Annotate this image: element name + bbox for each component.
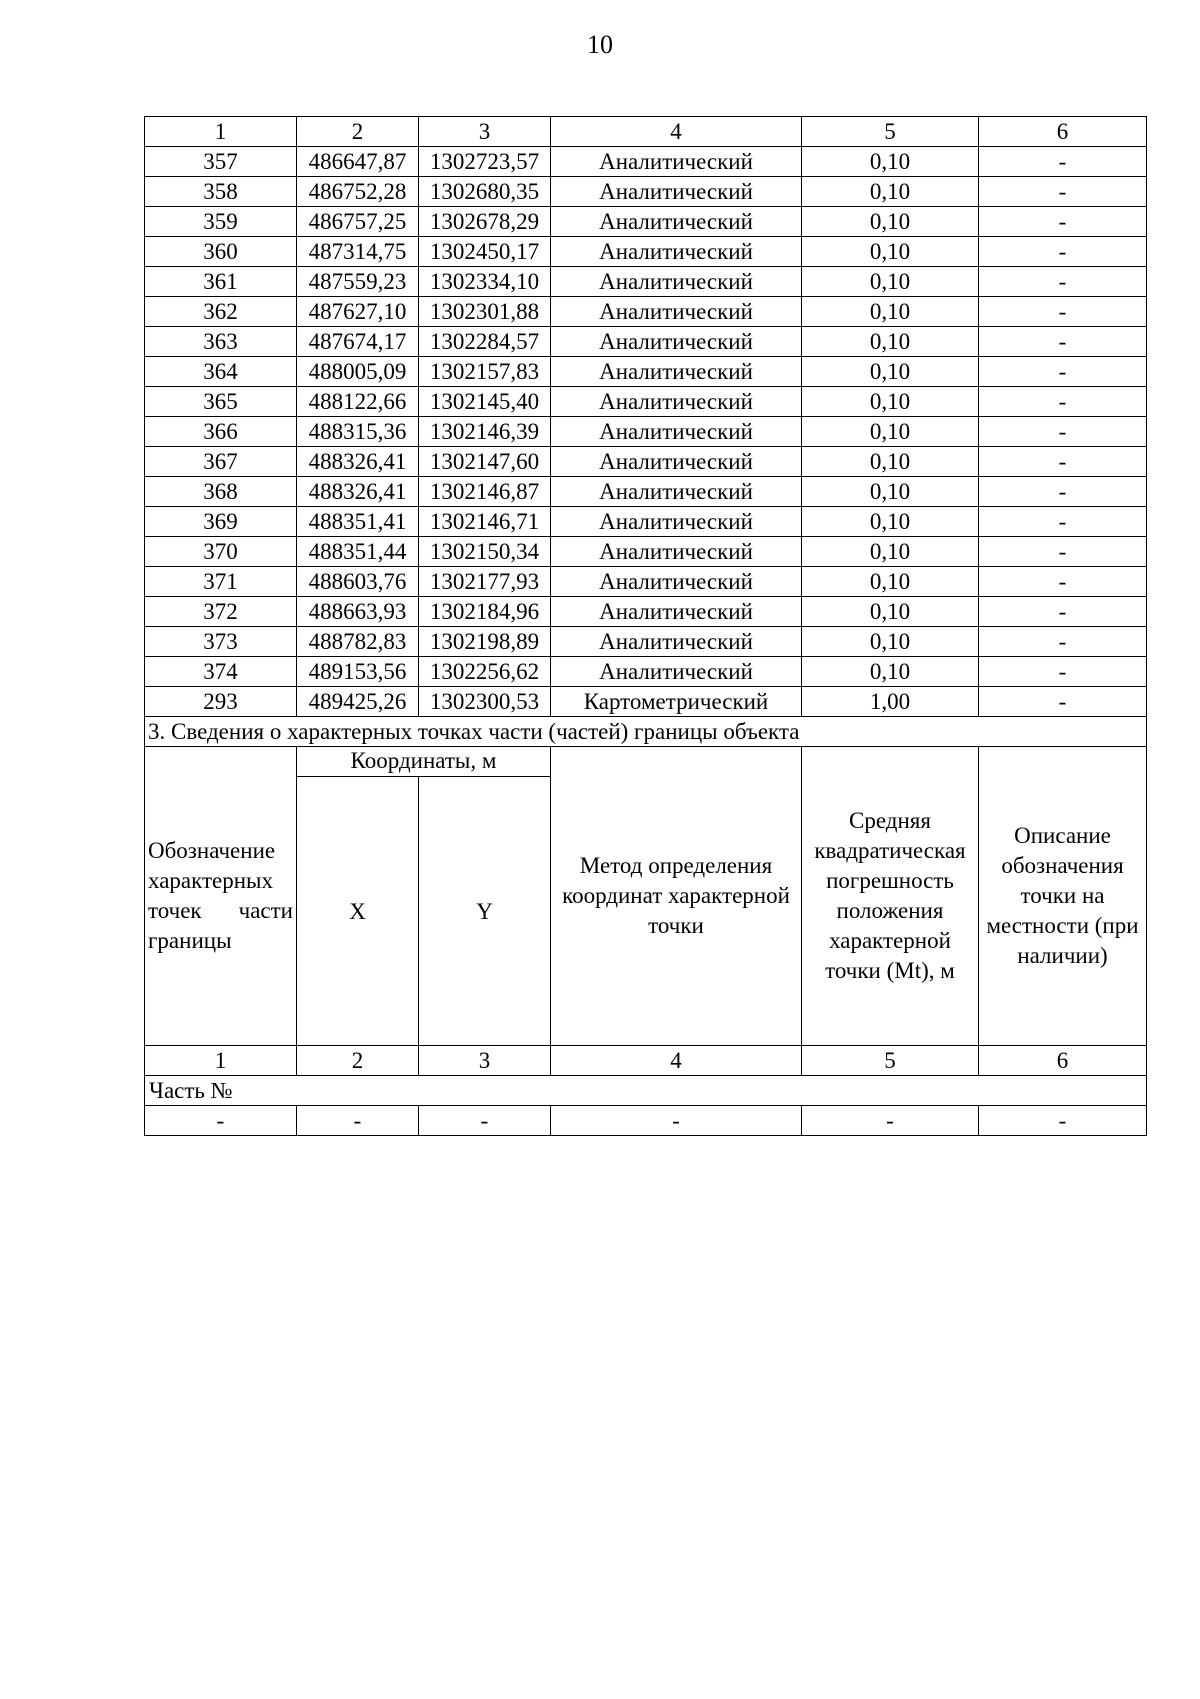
table-row xyxy=(145,237,1147,267)
table-row xyxy=(145,627,1147,657)
description-cell: - xyxy=(979,537,1147,567)
x-coordinate-cell: 487559,23 xyxy=(297,267,419,297)
table-row xyxy=(145,297,1147,327)
y-coordinate-cell: 1302198,89 xyxy=(419,627,551,657)
point-id-cell: 374 xyxy=(145,657,297,687)
mt-cell: 0,10 xyxy=(802,567,979,597)
designation-header xyxy=(145,747,297,1046)
table-row xyxy=(145,207,1147,237)
mt-cell: 0,10 xyxy=(802,357,979,387)
table-row xyxy=(145,507,1147,537)
x-coordinate-cell: 487674,17 xyxy=(297,327,419,357)
mt-cell: 0,10 xyxy=(802,387,979,417)
method-cell: Аналитический xyxy=(551,357,802,387)
mt-cell: 0,10 xyxy=(802,597,979,627)
empty-cell: - xyxy=(551,1106,802,1136)
point-id-cell: 369 xyxy=(145,507,297,537)
point-id-cell: 372 xyxy=(145,597,297,627)
method-cell: Аналитический xyxy=(551,237,802,267)
point-id-cell: 371 xyxy=(145,567,297,597)
y-coordinate-cell: 1302284,57 xyxy=(419,327,551,357)
mt-cell: 0,10 xyxy=(802,267,979,297)
x-coordinate-cell: 486752,28 xyxy=(297,177,419,207)
point-id-cell: 365 xyxy=(145,387,297,417)
description-cell: - xyxy=(979,147,1147,177)
column-number: 3 xyxy=(419,117,551,147)
x-coordinate-cell: 488351,44 xyxy=(297,537,419,567)
description-cell: - xyxy=(979,687,1147,717)
column-number: 6 xyxy=(979,117,1147,147)
y-header: Y xyxy=(419,777,551,1046)
description-cell: - xyxy=(979,357,1147,387)
table-row xyxy=(145,357,1147,387)
empty-cell: - xyxy=(419,1106,551,1136)
empty-cell: - xyxy=(145,1106,297,1136)
description-header: Описание обозначения точки на местности (при наличии) xyxy=(979,747,1147,1046)
y-coordinate-cell: 1302157,83 xyxy=(419,357,551,387)
description-cell: - xyxy=(979,327,1147,357)
points-table-body xyxy=(145,117,1147,717)
description-cell: - xyxy=(979,297,1147,327)
y-coordinate-cell: 1302184,96 xyxy=(419,597,551,627)
description-cell: - xyxy=(979,207,1147,237)
mt-cell: 0,10 xyxy=(802,237,979,267)
y-coordinate-cell: 1302723,57 xyxy=(419,147,551,177)
y-coordinate-cell: 1302256,62 xyxy=(419,657,551,687)
method-cell: Аналитический xyxy=(551,507,802,537)
point-id-cell: 360 xyxy=(145,237,297,267)
mt-cell: 0,10 xyxy=(802,417,979,447)
table-row xyxy=(145,267,1147,297)
y-coordinate-cell: 1302177,93 xyxy=(419,567,551,597)
coordinates-group-header: Координаты, м xyxy=(297,747,551,777)
mt-cell: 0,10 xyxy=(802,477,979,507)
mt-cell: 0,10 xyxy=(802,627,979,657)
part-label: Часть № xyxy=(145,1076,1147,1106)
mt-cell: 0,10 xyxy=(802,207,979,237)
x-coordinate-cell: 488663,93 xyxy=(297,597,419,627)
method-cell: Аналитический xyxy=(551,297,802,327)
column-number: 6 xyxy=(979,1046,1147,1076)
column-number: 3 xyxy=(419,1046,551,1076)
x-coordinate-cell: 488326,41 xyxy=(297,447,419,477)
description-cell: - xyxy=(979,417,1147,447)
point-id-cell: 368 xyxy=(145,477,297,507)
x-coordinate-cell: 487627,10 xyxy=(297,297,419,327)
point-id-cell: 373 xyxy=(145,627,297,657)
point-id-cell: 363 xyxy=(145,327,297,357)
point-id-cell: 366 xyxy=(145,417,297,447)
description-cell: - xyxy=(979,267,1147,297)
point-id-cell: 357 xyxy=(145,147,297,177)
page-number: 10 xyxy=(587,30,613,59)
y-coordinate-cell: 1302146,71 xyxy=(419,507,551,537)
coordinates-table xyxy=(144,116,1147,1136)
column-number: 4 xyxy=(551,1046,802,1076)
x-coordinate-cell: 486757,25 xyxy=(297,207,419,237)
x-coordinate-cell: 488005,09 xyxy=(297,357,419,387)
description-cell: - xyxy=(979,237,1147,267)
point-id-cell: 358 xyxy=(145,177,297,207)
x-coordinate-cell: 488326,41 xyxy=(297,477,419,507)
x-coordinate-cell: 488315,36 xyxy=(297,417,419,447)
table-row xyxy=(145,447,1147,477)
y-coordinate-cell: 1302145,40 xyxy=(419,387,551,417)
x-coordinate-cell: 489425,26 xyxy=(297,687,419,717)
method-cell: Аналитический xyxy=(551,447,802,477)
column-number: 5 xyxy=(802,117,979,147)
y-coordinate-cell: 1302301,88 xyxy=(419,297,551,327)
x-coordinate-cell: 488122,66 xyxy=(297,387,419,417)
x-coordinate-cell: 488782,83 xyxy=(297,627,419,657)
table-row xyxy=(145,327,1147,357)
y-coordinate-cell: 1302146,87 xyxy=(419,477,551,507)
x-coordinate-cell: 488603,76 xyxy=(297,567,419,597)
x-coordinate-cell: 488351,41 xyxy=(297,507,419,537)
column-number-row xyxy=(145,117,1147,147)
y-coordinate-cell: 1302146,39 xyxy=(419,417,551,447)
table-row xyxy=(145,567,1147,597)
y-coordinate-cell: 1302680,35 xyxy=(419,177,551,207)
section-column-number-row xyxy=(145,1046,1147,1076)
method-cell: Аналитический xyxy=(551,417,802,447)
method-cell: Аналитический xyxy=(551,477,802,507)
method-cell: Аналитический xyxy=(551,387,802,417)
x-coordinate-cell: 487314,75 xyxy=(297,237,419,267)
column-number: 2 xyxy=(297,1046,419,1076)
point-id-cell: 359 xyxy=(145,207,297,237)
table-row xyxy=(145,687,1147,717)
column-number: 2 xyxy=(297,117,419,147)
mt-cell: 0,10 xyxy=(802,147,979,177)
section-title: 3. Сведения о характерных точках части (частей) границы объекта xyxy=(145,717,1147,747)
mt-cell: 1,00 xyxy=(802,687,979,717)
method-cell: Аналитический xyxy=(551,537,802,567)
y-coordinate-cell: 1302150,34 xyxy=(419,537,551,567)
point-id-cell: 293 xyxy=(145,687,297,717)
x-header: X xyxy=(297,777,419,1046)
empty-cell: - xyxy=(979,1106,1147,1136)
point-id-cell: 362 xyxy=(145,297,297,327)
description-cell: - xyxy=(979,657,1147,687)
table-row xyxy=(145,597,1147,627)
method-cell: Аналитический xyxy=(551,657,802,687)
designation-spread-line xyxy=(148,896,293,926)
description-cell: - xyxy=(979,447,1147,477)
column-number: 1 xyxy=(145,117,297,147)
method-cell: Аналитический xyxy=(551,207,802,237)
method-cell: Аналитический xyxy=(551,597,802,627)
point-id-cell: 370 xyxy=(145,537,297,567)
empty-cell: - xyxy=(297,1106,419,1136)
section-header-row xyxy=(145,747,1147,777)
method-cell: Аналитический xyxy=(551,567,802,597)
description-cell: - xyxy=(979,597,1147,627)
section-title-row xyxy=(145,717,1147,747)
table-row xyxy=(145,177,1147,207)
method-cell: Аналитический xyxy=(551,177,802,207)
mt-cell: 0,10 xyxy=(802,447,979,477)
empty-cell: - xyxy=(802,1106,979,1136)
mt-cell: 0,10 xyxy=(802,297,979,327)
part-label-row xyxy=(145,1076,1147,1106)
designation-word: точек xyxy=(148,898,202,923)
table-row xyxy=(145,387,1147,417)
point-id-cell: 367 xyxy=(145,447,297,477)
table-row xyxy=(145,537,1147,567)
designation-line: характерных xyxy=(148,868,274,893)
table-row xyxy=(145,417,1147,447)
mt-cell: 0,10 xyxy=(802,177,979,207)
section-3 xyxy=(145,717,1147,1136)
method-cell: Аналитический xyxy=(551,267,802,297)
method-cell: Аналитический xyxy=(551,627,802,657)
y-coordinate-cell: 1302450,17 xyxy=(419,237,551,267)
designation-word: части xyxy=(238,898,293,923)
x-coordinate-cell: 489153,56 xyxy=(297,657,419,687)
y-coordinate-cell: 1302147,60 xyxy=(419,447,551,477)
point-id-cell: 361 xyxy=(145,267,297,297)
description-cell: - xyxy=(979,387,1147,417)
description-cell: - xyxy=(979,567,1147,597)
table-row xyxy=(145,657,1147,687)
mt-cell: 0,10 xyxy=(802,537,979,567)
description-cell: - xyxy=(979,477,1147,507)
mt-cell: 0,10 xyxy=(802,507,979,537)
description-cell: - xyxy=(979,177,1147,207)
column-number: 4 xyxy=(551,117,802,147)
column-number: 1 xyxy=(145,1046,297,1076)
y-coordinate-cell: 1302678,29 xyxy=(419,207,551,237)
method-cell: Аналитический xyxy=(551,147,802,177)
method-cell: Картометрический xyxy=(551,687,802,717)
point-id-cell: 364 xyxy=(145,357,297,387)
description-cell: - xyxy=(979,627,1147,657)
method-header: Метод определения координат характерной точки xyxy=(551,747,802,1046)
mt-cell: 0,10 xyxy=(802,327,979,357)
y-coordinate-cell: 1302300,53 xyxy=(419,687,551,717)
mt-header: Средняя квадратическая погрешность положения характерной точки (Mt), м xyxy=(802,747,979,1046)
designation-line: Обозначение xyxy=(148,838,276,863)
empty-part-row xyxy=(145,1106,1147,1136)
column-number: 5 xyxy=(802,1046,979,1076)
x-coordinate-cell: 486647,87 xyxy=(297,147,419,177)
mt-cell: 0,10 xyxy=(802,657,979,687)
y-coordinate-cell: 1302334,10 xyxy=(419,267,551,297)
method-cell: Аналитический xyxy=(551,327,802,357)
designation-line: границы xyxy=(148,928,232,953)
table-row xyxy=(145,477,1147,507)
description-cell: - xyxy=(979,507,1147,537)
table-row xyxy=(145,147,1147,177)
